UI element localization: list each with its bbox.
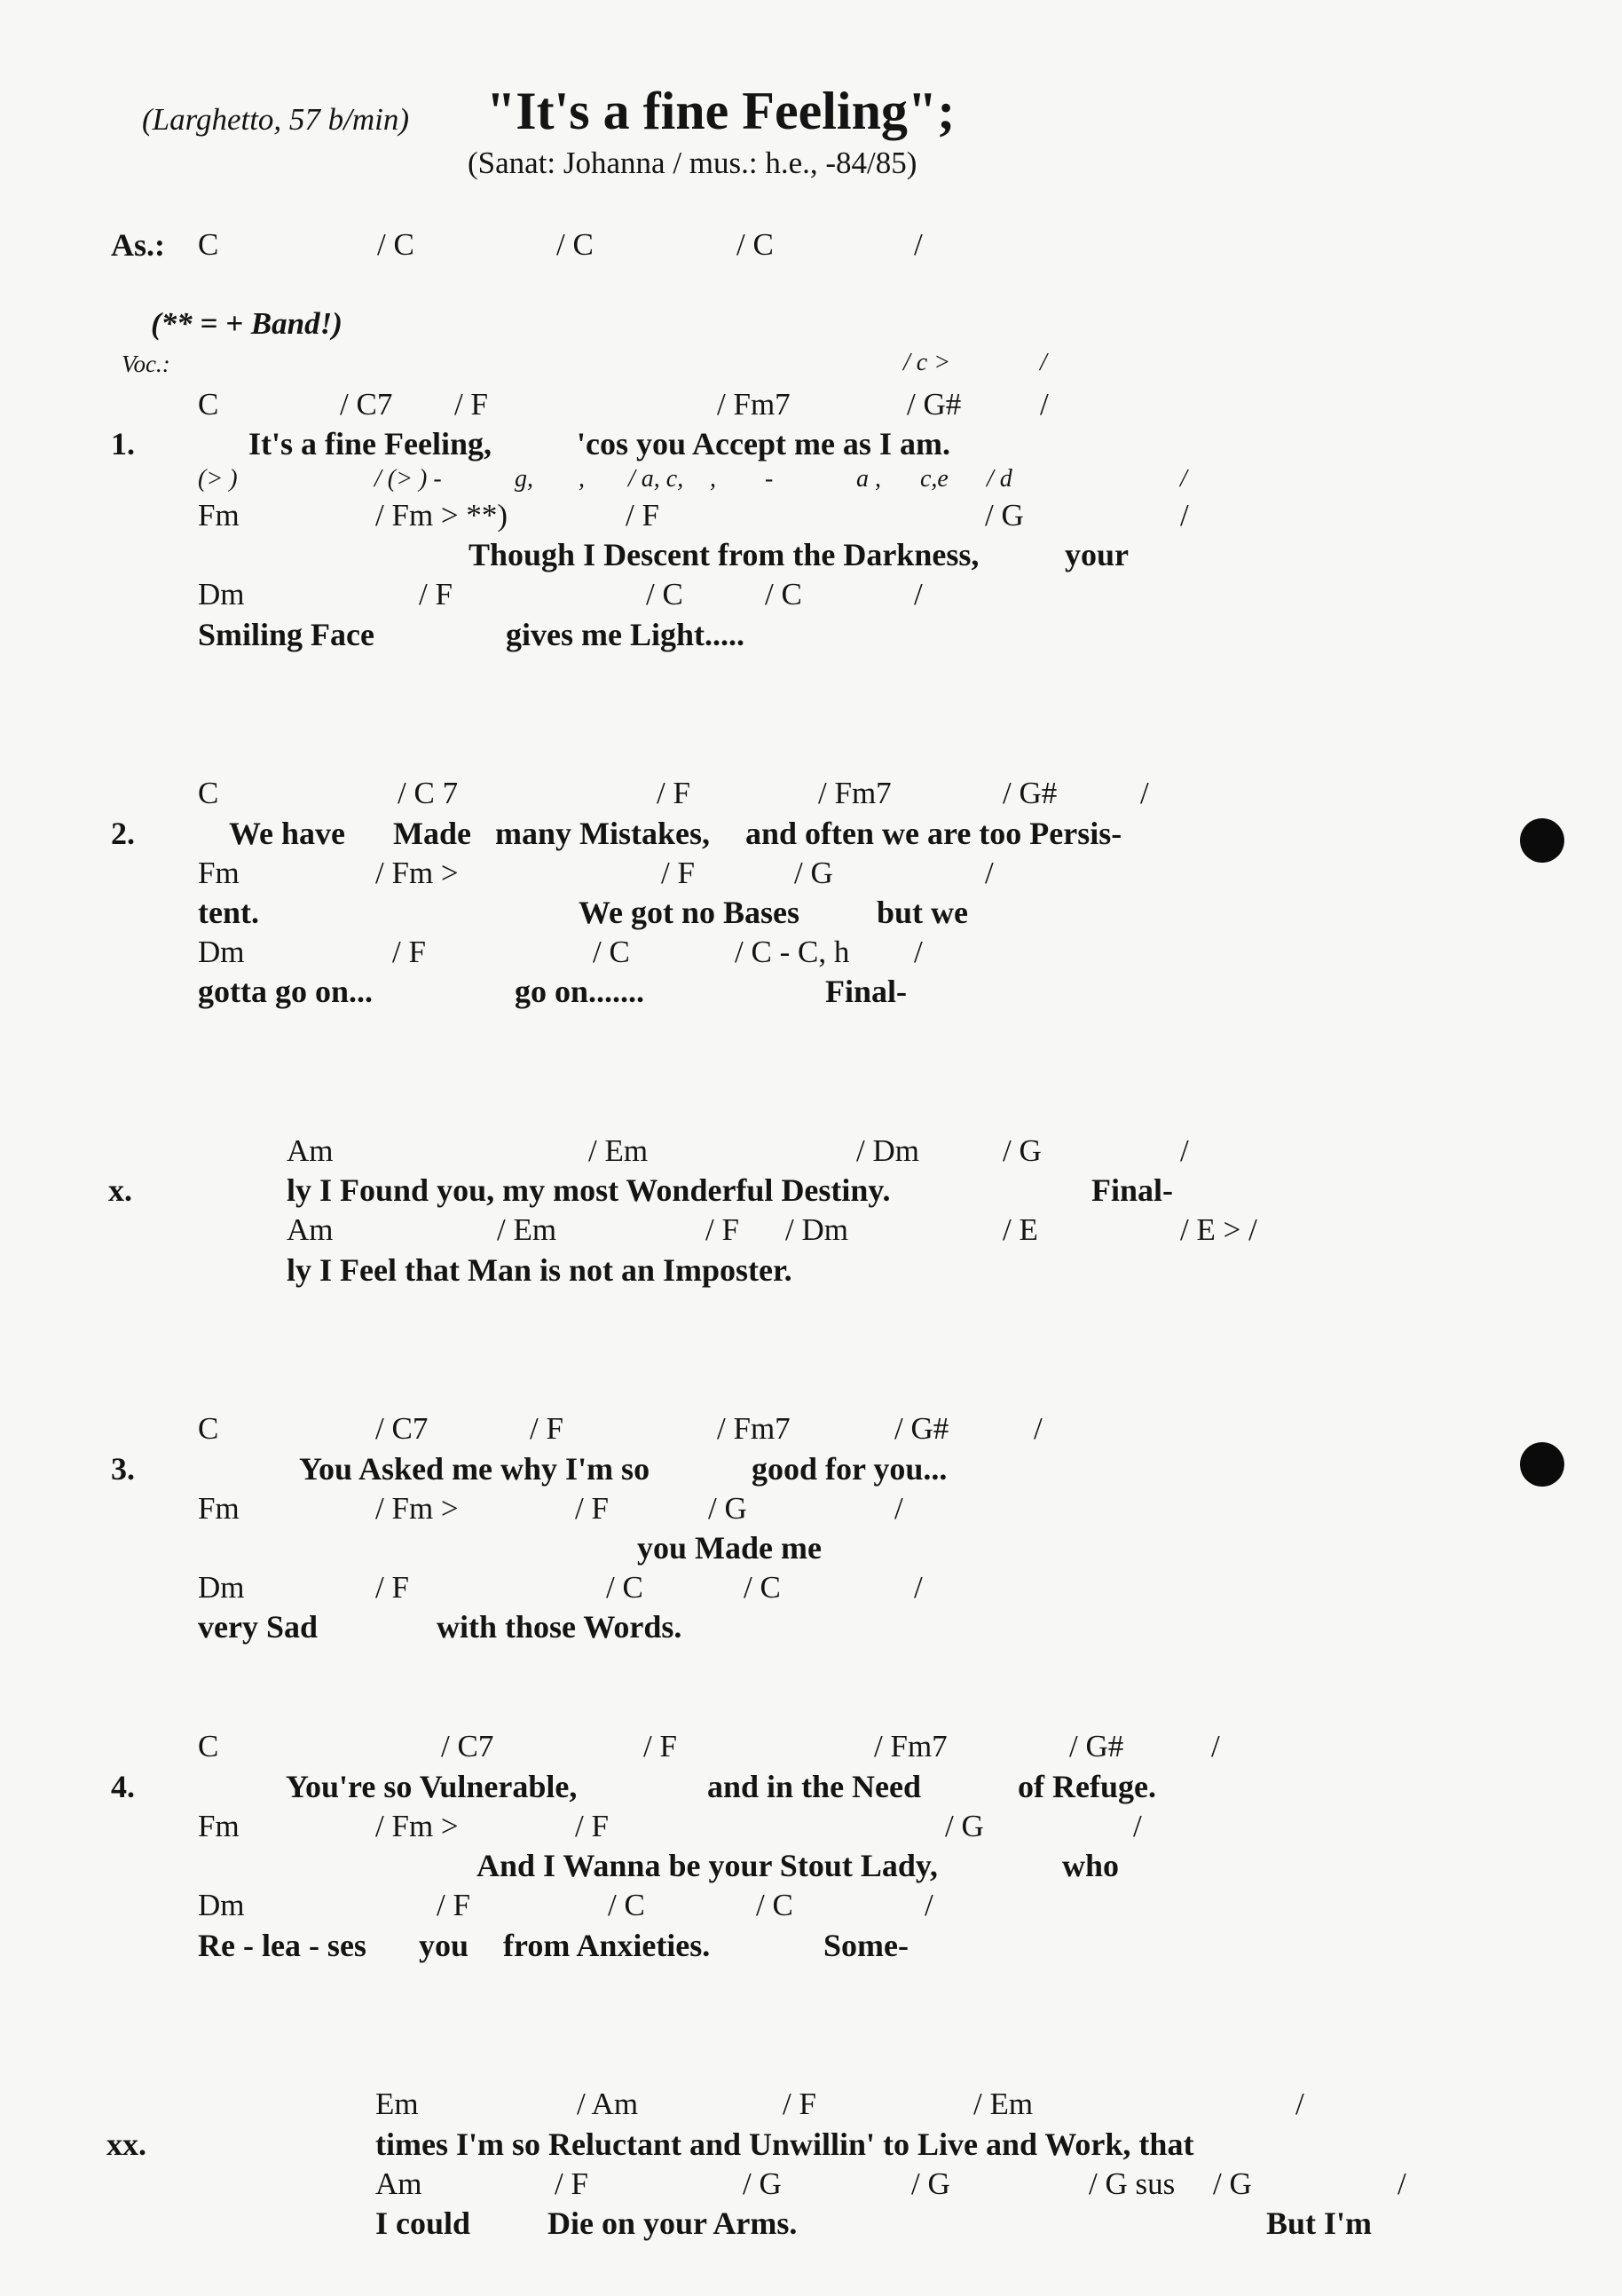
lyric: Final- xyxy=(825,974,908,1009)
lyric: It's a fine Feeling, xyxy=(248,426,492,462)
chord: / Fm7 xyxy=(717,1411,791,1446)
lyric: And I Wanna be your Stout Lady, xyxy=(476,1848,938,1883)
song-title: "It's a fine Feeling"; xyxy=(486,82,956,140)
lyric: who xyxy=(1062,1848,1120,1883)
chord: / C xyxy=(765,577,802,611)
lyric: I could xyxy=(375,2205,471,2241)
verse-number: 4. xyxy=(111,1769,135,1804)
chord: / F xyxy=(375,1570,409,1605)
melody-note: - xyxy=(765,465,774,493)
chord: / F xyxy=(555,2166,588,2201)
lyric: You Asked me why I'm so xyxy=(299,1451,650,1487)
chord: / C7 xyxy=(340,387,393,422)
melody-note: / xyxy=(1040,349,1047,376)
chord: C xyxy=(198,1411,219,1446)
lyric: times I'm so Reluctant and Unwillin' to Live and Work, that xyxy=(375,2126,1194,2162)
chord: C xyxy=(198,387,219,422)
chord: / F xyxy=(705,1212,739,1247)
chord: / G xyxy=(794,856,833,890)
chord: / F xyxy=(657,776,690,810)
chord: / C xyxy=(556,227,594,262)
chord: / F xyxy=(783,2087,816,2121)
chord: / xyxy=(985,856,994,890)
chord: / xyxy=(1295,2087,1304,2121)
lyric: from Anxieties. xyxy=(503,1928,711,1963)
lyric: and in the Need xyxy=(707,1769,922,1804)
chord: / xyxy=(1133,1809,1142,1843)
chord: / Dm xyxy=(785,1212,848,1247)
lyric: 'cos you Accept me as I am. xyxy=(577,426,950,462)
lyric: gives me Light..... xyxy=(506,617,744,652)
chord: / G xyxy=(985,498,1024,533)
lyric: We have xyxy=(229,816,345,851)
bridge-number: xx. xyxy=(106,2126,146,2162)
chord: / F xyxy=(575,1491,609,1526)
chord: / G xyxy=(1003,1133,1042,1168)
melody-note: / d xyxy=(987,465,1012,493)
chord: Dm xyxy=(198,935,245,969)
chord: / xyxy=(894,1491,903,1526)
chord: Fm xyxy=(198,498,240,533)
intro-label: As.: xyxy=(111,227,165,263)
lyric: and often we are too Persis- xyxy=(745,816,1122,851)
chord: C xyxy=(198,776,219,810)
chord: / E > / xyxy=(1180,1212,1257,1247)
chord: / G# xyxy=(894,1411,949,1446)
chord: Am xyxy=(287,1133,334,1168)
chord: Dm xyxy=(198,1570,245,1605)
lyric: of Refuge. xyxy=(1018,1769,1156,1804)
chord: / F xyxy=(437,1888,470,1922)
chord: / C xyxy=(646,577,683,611)
punch-hole xyxy=(1520,818,1564,863)
chord: / Fm7 xyxy=(874,1729,948,1763)
chord: / G sus xyxy=(1089,2166,1176,2201)
lyric: very Sad xyxy=(198,1609,318,1645)
chord: Dm xyxy=(198,1888,245,1922)
chord: / Em xyxy=(973,2087,1034,2121)
chord: Fm xyxy=(198,1491,240,1526)
melody-note: / a, c, xyxy=(628,465,684,493)
chord: / xyxy=(1034,1411,1043,1446)
lyric: tent. xyxy=(198,895,259,930)
chord: / F xyxy=(392,935,426,969)
melody-note: , xyxy=(710,465,716,493)
lyric: We got no Bases xyxy=(579,895,800,930)
chord: / xyxy=(914,227,923,262)
lyric: ly I Feel that Man is not an Imposter. xyxy=(287,1252,792,1288)
chord: / Dm xyxy=(856,1133,919,1168)
chord: C xyxy=(198,227,219,262)
chord: Am xyxy=(287,1212,334,1247)
melody-note: c,e xyxy=(920,465,949,493)
lyric: you xyxy=(419,1928,469,1963)
chord: / C xyxy=(606,1570,643,1605)
chord: / G xyxy=(945,1809,984,1843)
chord: / G# xyxy=(1069,1729,1124,1763)
chord: / Em xyxy=(588,1133,649,1168)
chord: / E xyxy=(1003,1212,1038,1247)
lyric: Final- xyxy=(1091,1172,1174,1208)
lyric: Though I Descent from the Darkness, xyxy=(468,537,980,572)
chord: / xyxy=(914,577,923,611)
lyric: Re - lea - ses xyxy=(198,1928,366,1963)
chord: / G# xyxy=(907,387,962,422)
chord: / G xyxy=(911,2166,950,2201)
melody-note: (> ) xyxy=(198,465,238,493)
lyric: ly I Found you, my most Wonderful Destiny. xyxy=(287,1172,891,1208)
chord: / G xyxy=(708,1491,747,1526)
chord: / xyxy=(1398,2166,1406,2201)
chord: / F xyxy=(454,387,488,422)
lyric: But I'm xyxy=(1266,2205,1373,2241)
chord: / F xyxy=(419,577,453,611)
chord: / xyxy=(914,935,923,969)
lyric: You're so Vulnerable, xyxy=(286,1769,578,1804)
chord: / C xyxy=(377,227,414,262)
melody-note: g, xyxy=(515,465,533,493)
melody-note: a , xyxy=(856,465,881,493)
lyric: you Made me xyxy=(637,1530,822,1566)
lyric: Smiling Face xyxy=(198,617,374,652)
chord: / F xyxy=(661,856,695,890)
verse-number: 1. xyxy=(111,426,135,462)
chord: / xyxy=(1211,1729,1220,1763)
punch-hole xyxy=(1520,1442,1564,1487)
chord: Fm xyxy=(198,856,240,890)
band-note: (** = + Band!) xyxy=(151,306,343,341)
chord: / xyxy=(925,1888,933,1922)
chord: / Am xyxy=(577,2087,639,2121)
chord: / C xyxy=(608,1888,645,1922)
chord: / xyxy=(1180,498,1189,533)
chord: / C 7 xyxy=(398,776,459,810)
lyric: many Mistakes, xyxy=(495,816,710,851)
song-credits: (Sanat: Johanna / mus.: h.e., -84/85) xyxy=(468,146,917,180)
lyric: go on....... xyxy=(515,974,645,1009)
melody-note: / (> ) - xyxy=(374,465,442,493)
chord: / Fm7 xyxy=(717,387,791,422)
chord: / C - C, h xyxy=(735,935,850,969)
chord: Am xyxy=(375,2166,422,2201)
chord: / xyxy=(1040,387,1049,422)
chord: / C xyxy=(736,227,774,262)
chord: / F xyxy=(643,1729,677,1763)
chord: / xyxy=(1140,776,1149,810)
voc-label: Voc.: xyxy=(122,351,170,377)
chord: / Fm > xyxy=(375,1809,459,1843)
lyric: Some- xyxy=(823,1928,909,1963)
chord: / xyxy=(1180,1133,1189,1168)
lyric: your xyxy=(1065,537,1129,572)
chord: / Fm > **) xyxy=(375,498,508,533)
chord: / F xyxy=(530,1411,563,1446)
chord: Em xyxy=(375,2087,419,2121)
chord: C xyxy=(198,1729,219,1763)
chord: / G xyxy=(743,2166,782,2201)
melody-note: / c > xyxy=(903,349,951,376)
chord: / C xyxy=(744,1570,781,1605)
tempo-marking: (Larghetto, 57 b/min) xyxy=(142,102,410,137)
verse-number: 3. xyxy=(111,1451,135,1487)
chord: / Fm > xyxy=(375,1491,459,1526)
lyric: Die on your Arms. xyxy=(547,2205,798,2241)
chord: / F xyxy=(626,498,659,533)
bridge-number: x. xyxy=(108,1172,132,1208)
chord: / G# xyxy=(1003,776,1058,810)
chord: / xyxy=(914,1570,923,1605)
chord: Dm xyxy=(198,577,245,611)
chord: / Fm > xyxy=(375,856,459,890)
chord: / C7 xyxy=(375,1411,429,1446)
chord: / G xyxy=(1213,2166,1252,2201)
lyric: with those Words. xyxy=(437,1609,682,1645)
chord: / C xyxy=(756,1888,793,1922)
melody-note: , xyxy=(579,465,585,493)
chord: / Em xyxy=(497,1212,557,1247)
verse-number: 2. xyxy=(111,816,135,851)
chord: / C xyxy=(593,935,630,969)
lyric: good for you... xyxy=(752,1451,948,1487)
chord: Fm xyxy=(198,1809,240,1843)
chord: / F xyxy=(575,1809,609,1843)
lyric: Made xyxy=(393,816,471,851)
chord: / Fm7 xyxy=(818,776,892,810)
lyric: but we xyxy=(877,895,969,930)
lyric: gotta go on... xyxy=(198,974,373,1009)
chord: / C7 xyxy=(441,1729,494,1763)
melody-note: / xyxy=(1180,465,1187,493)
